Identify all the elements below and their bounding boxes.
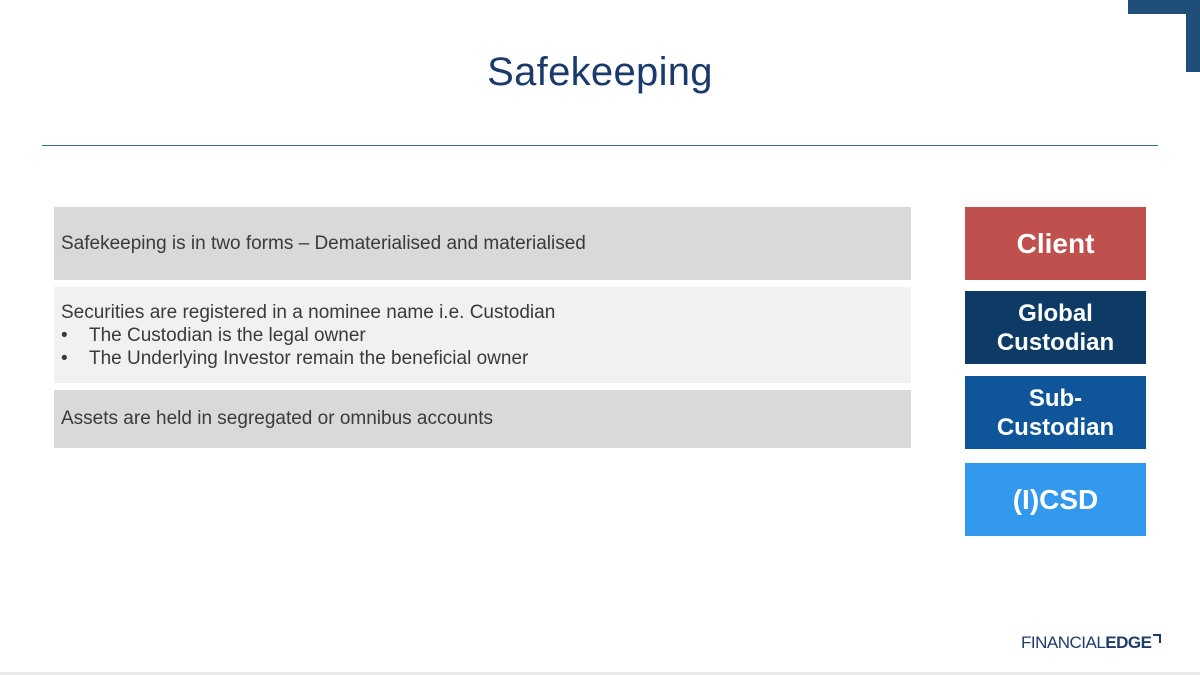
financial-edge-logo (1021, 633, 1161, 653)
logo-text-financial: FINANCIAL (1021, 633, 1106, 652)
bullet-item (61, 324, 911, 347)
sub-custodian-label-line2: Custodian (996, 413, 1115, 441)
logo-text-edge: EDGE (1105, 633, 1152, 652)
info-row-forms-text: Safekeeping is in two forms – Dematerialised and materialised (61, 232, 586, 254)
info-row-nominee (54, 287, 911, 383)
bullet-item (61, 347, 911, 370)
title-divider (42, 145, 1158, 146)
info-row-nominee-text: Securities are registered in a nominee name i.e. Custodian (61, 301, 556, 323)
global-custodian-label-line1: Global (1018, 299, 1093, 327)
info-row-accounts-text: Assets are held in segregated or omnibus accounts (61, 408, 493, 429)
global-custodian-label-line2: Custodian (996, 328, 1115, 356)
bullet-text: The Custodian is the legal owner (89, 324, 366, 346)
global-custodian-box (965, 291, 1146, 364)
client-box (965, 207, 1146, 280)
slide-title: Safekeeping (487, 50, 713, 94)
bullet-text: The Underlying Investor remain the beneficial owner (89, 347, 529, 369)
sub-custodian-label-line1: Sub- (1028, 384, 1083, 412)
csd-box (965, 463, 1146, 536)
sub-custodian-box (965, 376, 1146, 449)
csd-label: (I)CSD (1012, 484, 1099, 515)
client-label: Client (1016, 228, 1095, 259)
info-row-forms (54, 207, 911, 280)
logo-corner-icon (1153, 634, 1161, 644)
info-row-accounts (54, 390, 911, 448)
bullet-icon: • (61, 324, 68, 346)
bullet-icon: • (61, 347, 68, 369)
